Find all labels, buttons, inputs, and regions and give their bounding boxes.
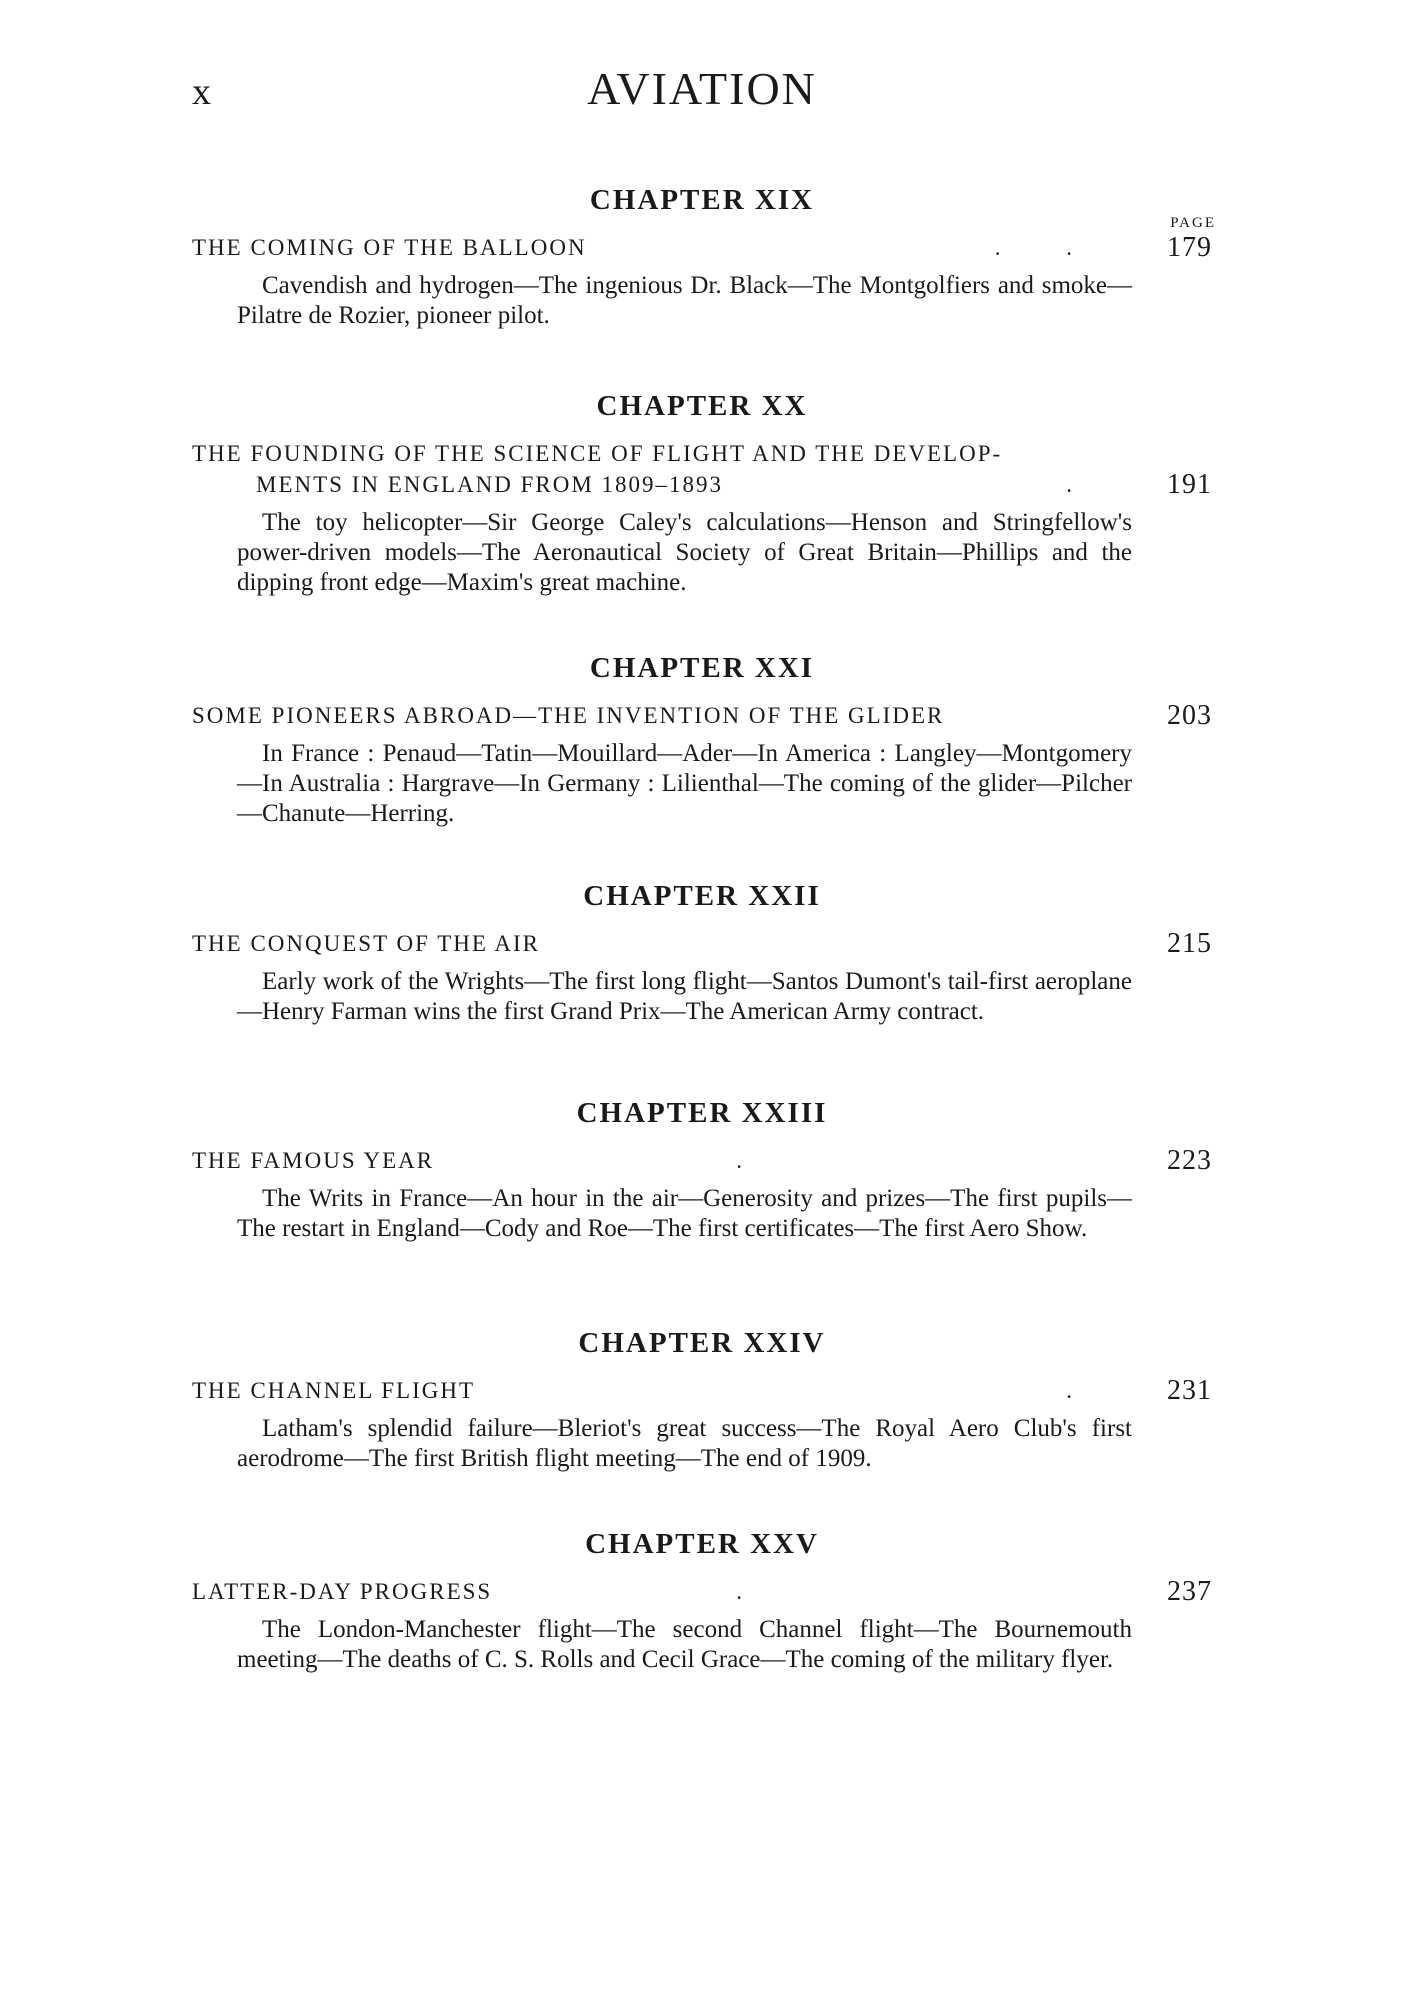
chapter-xxiii [192,1097,1212,1244]
page-number: 203 [1167,700,1212,731]
page-number: 179 [1167,232,1212,263]
chapter-entry [192,1576,1212,1607]
page-number: 237 [1167,1576,1212,1607]
chapter-title: THE CHANNEL FLIGHT [192,1378,476,1403]
chapter-heading: CHAPTER XXV [585,1528,819,1560]
chapter-entry [192,232,1212,263]
page-number: 215 [1167,928,1212,959]
chapter-entry [192,438,1212,500]
running-head [192,62,1212,122]
chapter-entry [192,1145,1212,1176]
chapter-title: THE COMING OF THE BALLOON [192,235,587,260]
chapter-summary: The Writs in France—An hour in the air—Generosity and prizes—The first pupils—The restart in England—Cody and Roe—The first certificates—The first Aero Show. [237,1185,1132,1242]
leader-dots: . [736,1148,772,1173]
chapter-heading: CHAPTER XXIV [578,1327,826,1359]
chapter-xix [192,184,1212,331]
chapter-xxiv [192,1327,1212,1474]
book-title: AVIATION [587,63,817,114]
page-number: 223 [1167,1145,1212,1176]
page-column-label: PAGE [1170,215,1216,231]
chapter-summary: Latham's splendid failure—Bleriot's great success—The Royal Aero Club's first aerodrome—The first British flight meeting—The end of 1909. [237,1415,1132,1472]
page-folio: x [192,71,212,113]
leader-dots: . [1066,472,1102,497]
chapter-summary: Cavendish and hydrogen—The ingenious Dr. Black—The Montgolfiers and smoke—Pilatre de Rozier, pioneer pilot. [237,272,1132,329]
chapter-heading: CHAPTER XXII [583,880,821,912]
chapter-entry [192,928,1212,959]
chapter-xxi [192,652,1212,829]
chapter-title: THE CONQUEST OF THE AIR [192,931,540,956]
chapter-summary: In France : Penaud—Tatin—Mouillard—Ader—In America : Langley—Montgomery—In Australia : Hargrave—In Germany : Lilienthal—The coming of the glider—Pilcher—Chanute—Herring. [237,740,1132,827]
chapter-title: SOME PIONEERS ABROAD—THE INVENTION OF THE GLIDER [192,703,945,728]
chapter-summary: The toy helicopter—Sir George Caley's calculations—Henson and Stringfellow's power-driven models—The Aeronautical Society of Great Britain—Phillips and the dipping front edge—Maxim's great machine. [237,509,1132,596]
chapter-heading: CHAPTER XXIII [576,1097,828,1129]
chapter-xxv [192,1528,1212,1675]
chapter-heading: CHAPTER XX [596,390,808,422]
chapter-title-line-2: MENTS IN ENGLAND FROM 1809–1893 [256,472,724,497]
page-number: 231 [1167,1375,1212,1406]
chapter-heading: CHAPTER XIX [589,184,815,216]
leader-dots: . . [994,235,1102,260]
chapter-title-line-1: THE FOUNDING OF THE SCIENCE OF FLIGHT AND THE DEVELOP- [192,441,1003,466]
leader-dots: . [1066,1378,1102,1403]
chapter-entry [192,1375,1212,1406]
chapter-entry [192,700,1212,731]
chapter-title: THE FAMOUS YEAR [192,1148,435,1173]
chapter-title: LATTER-DAY PROGRESS [192,1579,493,1604]
leader-dots: . [736,1579,772,1604]
chapter-summary: Early work of the Wrights—The first long flight—Santos Dumont's tail-first aeroplane—Henry Farman wins the first Grand Prix—The American Army contract. [237,968,1132,1025]
page-number: 191 [1167,469,1212,500]
chapter-xx [192,390,1212,598]
chapter-summary: The London-Manchester flight—The second Channel flight—The Bournemouth meeting—The deaths of C. S. Rolls and Cecil Grace—The coming of the military flyer. [237,1616,1132,1673]
chapter-xxii [192,880,1212,1027]
chapter-heading: CHAPTER XXI [589,652,815,684]
